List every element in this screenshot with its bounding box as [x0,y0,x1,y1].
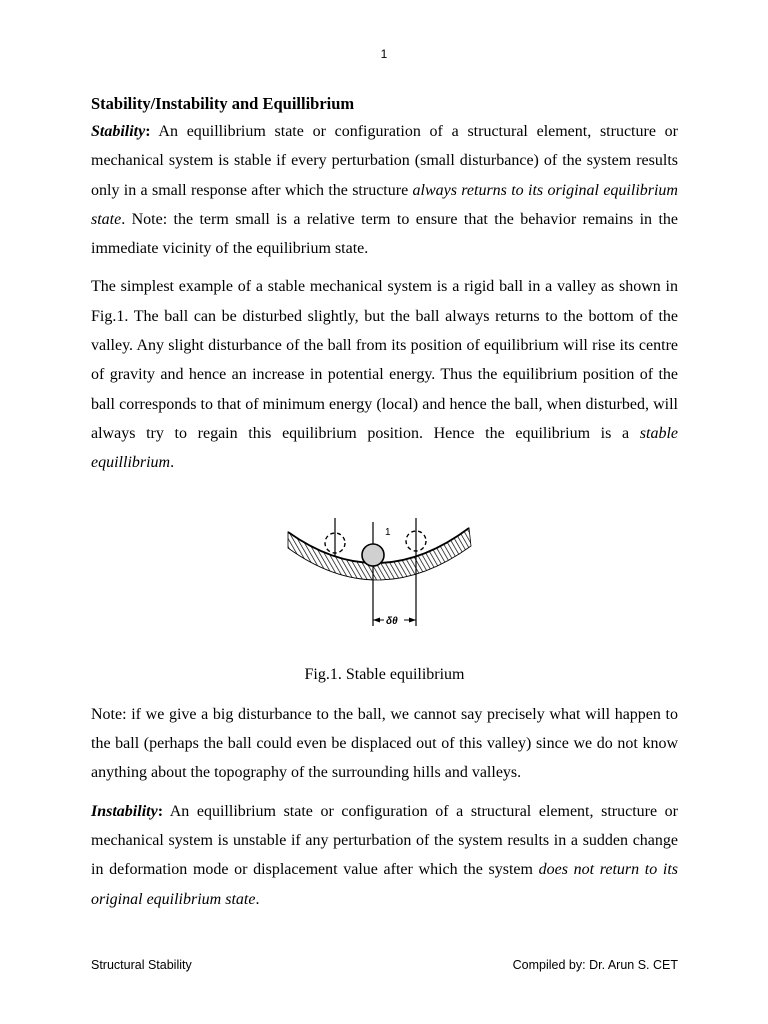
figure-stable-equilibrium [91,518,678,654]
section-title: Stability/Instability and Equillibrium [91,94,355,113]
valley-diagram [285,518,475,654]
example-text-b: . [170,454,175,472]
ball-label: 1 [385,526,391,538]
instability-term: Instability [91,802,158,820]
instability-emphasis: does not return to its original equilibrium state [91,861,678,908]
page-number: 1 [380,47,388,61]
footer-course-title: Structural Stability [91,958,192,972]
stability-emphasis: always returns to its original equilibrium state [91,181,678,228]
figure-caption: Fig.1. Stable equilibrium [304,665,465,683]
note-paragraph: Note: if we give a big disturbance to the ball, we cannot say precisely what will happen to the ball (perhaps the ball could even be displaced out of this valley) since we do not know anything about the topography of the surrounding hills and valleys. [91,705,678,782]
stability-text-b: . Note: the term small is a relative term to ensure that the behavior remains in the immediate vicinity of the equilibrium state. [91,210,678,258]
example-emphasis: stable equillibrium [91,424,678,472]
displacement-label: δθ [386,615,398,627]
dimension-arrow-right [409,617,416,622]
stability-text-a: An equillibrium state or configuration of a structural element, structure or mechanical system is stable if every perturbation (small disturbance) of the system results only in a small response after which the structure [91,123,678,199]
instability-text-b: . [255,890,260,908]
stability-colon: : [145,123,151,140]
example-text-a: The simplest example of a stable mechanical system is a rigid ball in a valley as shown in Fig.1. The ball can be disturbed slightly, but the ball always returns to the bottom of the valley. Any slight disturbance of the ball from its position of equilibrium will rise its centre of gravity and hence an increase in potential energy. Thus the equilibrium position of the ball corresponds to that of minimum energy (local) and hence the ball, when disturbed, will always try to regain this equilibrium position. Hence the equilibrium is a [91,278,678,442]
page-content [91,93,678,923]
dimension-arrow-left [373,617,380,622]
instability-colon: : [157,802,164,820]
ball-equilibrium [362,544,384,566]
stability-term: Stability [91,123,146,140]
instability-paragraph [91,797,678,914]
example-paragraph [91,272,678,477]
footer-author: Compiled by: Dr. Arun S. CET [512,958,678,972]
stability-paragraph [91,117,678,263]
instability-text-a: An equillibrium state or configuration of a structural element, structure or mechanical system is unstable if any perturbation of the system results in a sudden change in deformation mode or displacement value after which the system [91,802,678,879]
